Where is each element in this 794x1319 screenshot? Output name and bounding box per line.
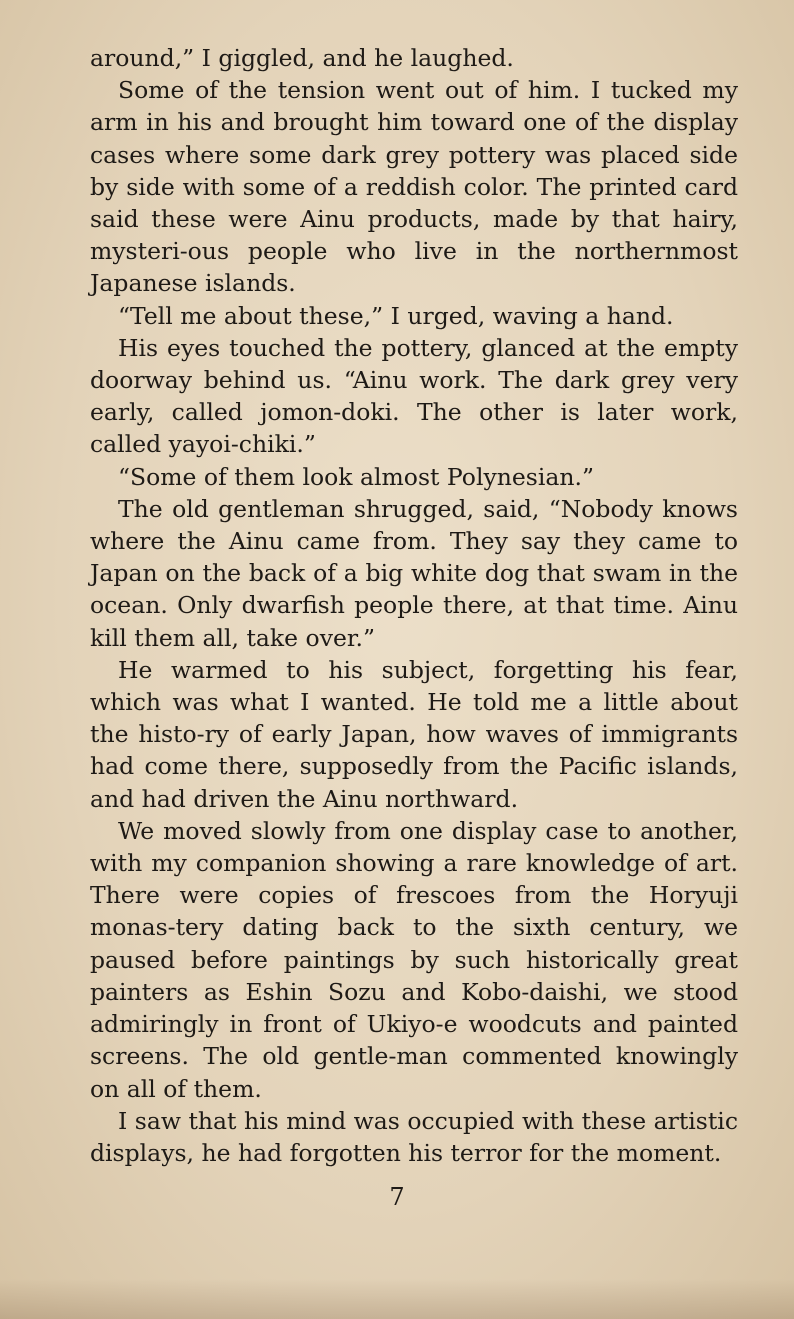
paragraph-3: “Tell me about these,” I urged, waving a hand. xyxy=(118,301,674,330)
paragraph-9: I saw that his mind was occupied with these artistic displays, he had forgotten his terror for the moment. xyxy=(90,1106,738,1167)
paragraph-2: Some of the tension went out of him. I tucked my arm in his and brought him toward one of the display cases where some dark grey pottery was placed side by side with some of a reddish color. The printed card said these were Ainu products, made by that hairy, mysteri-ous people who live in the northernmost Japanese islands. xyxy=(90,76,738,298)
page-body-text xyxy=(90,42,738,1169)
paragraph-7: He warmed to his subject, forgetting his fear, which was what I wanted. He told me a little about the histo-ry of early Japan, how waves of immigrants had come there, supposedly from the Pacific islands, and had driven the Ainu northward. xyxy=(90,655,738,813)
paragraph-5: “Some of them look almost Polynesian.” xyxy=(118,462,594,491)
page-number: 7 xyxy=(389,1183,405,1211)
paragraph-8: We moved slowly from one display case to another, with my companion showing a rare knowledge of art. There were copies of frescoes from the Horyuji monas-tery dating back to the sixth century, we paused before paintings by such historically great painters as Eshin Sozu and Kobo-daishi, we stood admiringly in front of Ukiyo-e woodcuts and painted screens. The old gentle-man commented knowingly on all of them. xyxy=(90,816,738,1103)
paragraph-6: The old gentleman shrugged, said, “Nobody knows where the Ainu came from. They say they came to Japan on the back of a big white dog that swam in the ocean. Only dwarfish people there, at that time. Ainu kill them all, take over.” xyxy=(90,494,738,652)
paragraph-4: His eyes touched the pottery, glanced at the empty doorway behind us. “Ainu work. The dark grey very early, called jomon-doki. The other is later work, called yayoi-chiki.” xyxy=(90,333,738,459)
paragraph-1: around,” I giggled, and he laughed. xyxy=(90,44,514,72)
